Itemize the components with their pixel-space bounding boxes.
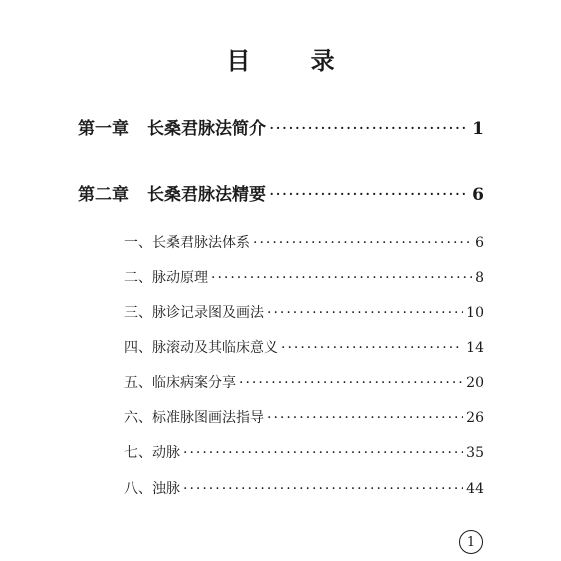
toc-section-8[interactable]	[124, 479, 484, 499]
dot-leader	[253, 233, 472, 253]
dot-leader	[269, 118, 469, 140]
chapter-page: 1	[472, 119, 484, 139]
chapter-title: 长桑君脉法简介	[147, 119, 266, 139]
toc-section-3[interactable]	[124, 303, 484, 323]
section-title: 一、长桑君脉法体系	[124, 235, 250, 251]
dot-leader	[183, 443, 463, 463]
section-page: 26	[466, 410, 484, 426]
chapter-title: 长桑君脉法精要	[147, 185, 266, 205]
toc-section-4[interactable]	[124, 338, 484, 358]
section-page: 35	[466, 445, 484, 461]
chapter-number: 第一章	[78, 119, 129, 139]
dot-leader	[269, 184, 469, 206]
toc-chapter-1[interactable]	[78, 118, 484, 140]
dot-leader	[239, 373, 463, 393]
section-title: 三、脉诊记录图及画法	[124, 305, 264, 321]
toc-chapter-2[interactable]	[78, 184, 484, 206]
toc-section-5[interactable]	[124, 373, 484, 393]
dot-leader	[281, 338, 463, 358]
section-title: 六、标准脉图画法指导	[124, 410, 264, 426]
section-page: 6	[475, 235, 484, 251]
section-page: 14	[466, 340, 484, 356]
toc-section-6[interactable]	[124, 408, 484, 428]
section-title: 二、脉动原理	[124, 270, 208, 286]
dot-leader	[183, 479, 463, 499]
section-page: 20	[466, 375, 484, 391]
toc-section-7[interactable]	[124, 443, 484, 463]
section-page: 44	[466, 481, 484, 497]
toc-section-1[interactable]	[124, 233, 484, 253]
dot-leader	[211, 268, 472, 288]
toc-section-2[interactable]	[124, 268, 484, 288]
page-title: 目 录	[226, 46, 361, 75]
section-title: 七、动脉	[124, 445, 180, 461]
dot-leader	[267, 408, 463, 428]
section-title: 四、脉滚动及其临床意义	[124, 340, 278, 356]
chapter-number: 第二章	[78, 185, 129, 205]
section-title: 八、浊脉	[124, 481, 180, 497]
section-page: 8	[475, 270, 484, 286]
page-number: 1	[459, 530, 483, 554]
section-title: 五、临床病案分享	[124, 375, 236, 391]
chapter-page: 6	[472, 185, 484, 205]
dot-leader	[267, 303, 463, 323]
section-page: 10	[466, 305, 484, 321]
